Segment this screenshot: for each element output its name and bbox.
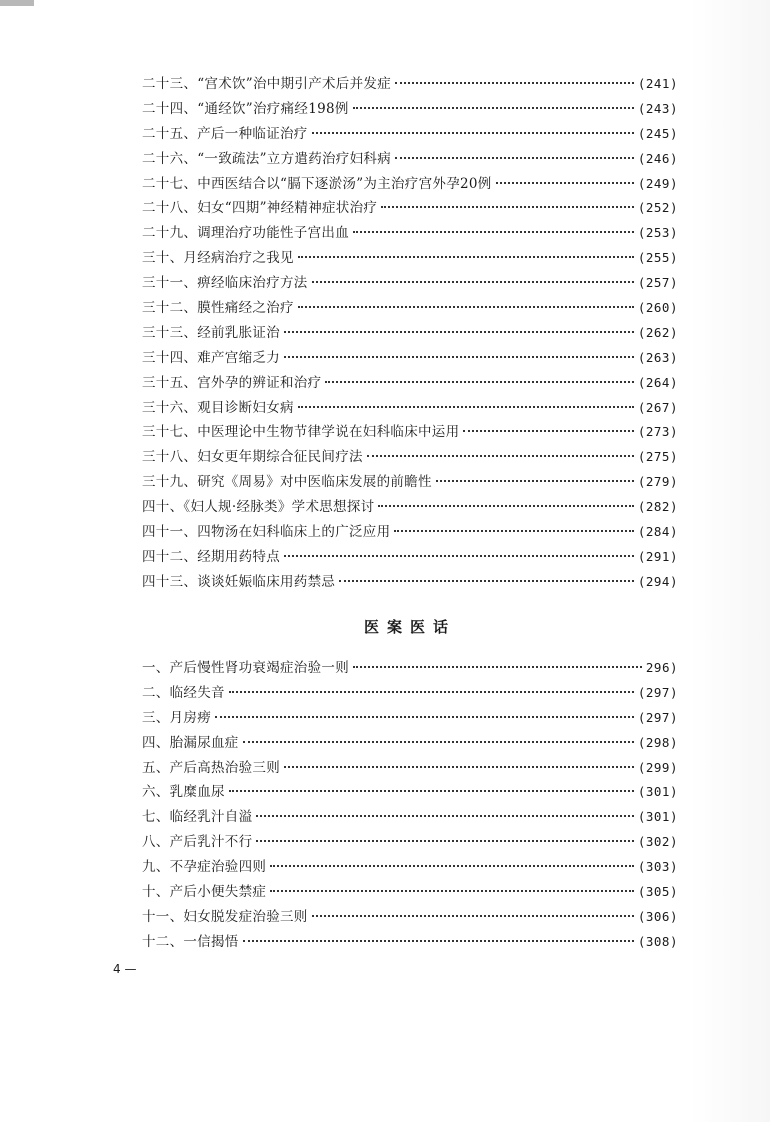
toc-entry-page: (284) <box>637 524 678 540</box>
toc-leader-dots <box>256 840 633 842</box>
toc-leader-dots <box>256 815 633 817</box>
toc-entry-title: 二十三、“宫术饮”治中期引产术后并发症 <box>142 76 392 92</box>
toc-entry-title: 三十八、妇女更年期综合征民间疗法 <box>142 449 363 466</box>
toc-entry-page: (264) <box>637 374 678 390</box>
toc-leader-dots <box>270 865 634 867</box>
toc-entry <box>142 495 678 520</box>
toc-entry <box>142 72 678 97</box>
toc-entry-title: 五、产后高热治验三则 <box>142 759 280 776</box>
toc-leader-dots <box>243 940 634 942</box>
toc-entry-title: 二十七、中西医结合以“膈下逐淤汤”为主治疗宫外孕20例 <box>142 175 492 192</box>
toc-entry-page: (252) <box>637 200 678 216</box>
toc-entry <box>142 147 678 172</box>
toc-entry-title: 三十七、中医理论中生物节律学说在妇科临床中运用 <box>142 424 460 441</box>
toc-entry-page: (299) <box>637 759 678 775</box>
toc-entry-page: (305) <box>637 884 678 900</box>
toc-entry-title: 二十四、“通经饮”治疗痛经198例 <box>142 100 349 117</box>
toc-entry-page: (297) <box>637 709 678 725</box>
toc-entry-title: 八、产后乳汁不行 <box>142 834 253 851</box>
toc-entry-page: (282) <box>637 499 678 515</box>
toc-leader-dots <box>395 157 634 159</box>
toc-entry-title: 四十二、经期用药特点 <box>142 548 280 565</box>
toc-entry-title: 二十五、产后一种临证治疗 <box>142 125 308 142</box>
toc-entry-title: 七、临经乳汁自溢 <box>142 809 253 826</box>
toc-entry-page: (301) <box>637 784 678 800</box>
toc-entry-page: (297) <box>637 684 678 700</box>
toc-leader-dots <box>312 915 634 917</box>
toc-entry-page: (275) <box>637 449 678 465</box>
toc-entry <box>142 681 678 706</box>
toc-entry <box>142 346 678 371</box>
toc-entry <box>142 470 678 495</box>
toc-entry <box>142 122 678 147</box>
toc-entry-page: 296) <box>645 660 678 675</box>
toc-entry-title: 三十四、难产宫缩乏力 <box>142 349 280 366</box>
toc-entry-title: 三十六、观目诊断妇女病 <box>142 399 294 416</box>
toc-entry-title: 三十三、经前乳胀证治 <box>142 324 280 341</box>
toc-entry <box>142 97 678 122</box>
toc-entry <box>142 656 678 681</box>
toc-entry-title: 四、胎漏尿血症 <box>142 734 239 751</box>
toc-leader-dots <box>436 480 634 482</box>
scan-corner-mark <box>0 0 34 6</box>
toc-leader-dots <box>496 182 634 184</box>
toc-entry <box>142 830 678 855</box>
toc-entry-title: 六、乳糜血尿 <box>142 784 225 801</box>
toc-entry-page: (243) <box>637 100 678 116</box>
scan-shadow <box>690 0 770 1122</box>
toc-entry-page: (267) <box>637 399 678 415</box>
toc-entry-page: (291) <box>637 548 678 564</box>
toc-entry <box>142 731 678 756</box>
section-heading: 医案医话 <box>363 618 456 636</box>
toc-entry-title: 三、月房痨 <box>142 709 211 726</box>
toc-leader-dots <box>339 580 634 582</box>
toc-entry <box>142 271 678 296</box>
toc-entry-title: 二十六、“一致疏法”立方遣药治疗妇科病 <box>142 150 392 167</box>
toc-entry <box>142 855 678 880</box>
toc-entry <box>142 520 678 545</box>
toc-leader-dots <box>215 716 634 718</box>
toc-entry <box>142 371 678 396</box>
toc-entry-page: (260) <box>637 300 678 316</box>
toc-entry-title: 三十九、研究《周易》对中医临床发展的前瞻性 <box>142 474 432 491</box>
toc-entry-page: (255) <box>637 250 678 266</box>
toc-leader-dots <box>229 790 634 792</box>
toc-entry-title: 二十九、调理治疗功能性子宫出血 <box>142 225 349 242</box>
toc-entry <box>142 445 678 470</box>
toc-entry-page: (301) <box>637 809 678 825</box>
toc-leader-dots <box>298 256 634 258</box>
toc-entry-page: (257) <box>637 275 678 291</box>
toc-entry <box>142 420 678 445</box>
toc-entry-title: 四十三、谈谈妊娠临床用药禁忌 <box>142 573 336 590</box>
toc-entry <box>142 221 678 246</box>
toc-entry-title: 九、不孕症治验四则 <box>142 859 267 876</box>
toc-entry-title: 三十一、痹经临床治疗方法 <box>142 275 308 292</box>
toc-leader-dots <box>312 281 634 283</box>
toc-leader-dots <box>284 555 634 557</box>
toc-entry <box>142 172 678 197</box>
toc-entry-page: (245) <box>637 125 678 141</box>
toc-list-main <box>142 72 678 595</box>
toc-leader-dots <box>381 206 634 208</box>
toc-entry <box>142 321 678 346</box>
toc-entry <box>142 570 678 595</box>
toc-entry <box>142 756 678 781</box>
toc-leader-dots <box>298 406 634 408</box>
toc-leader-dots <box>353 666 642 668</box>
toc-entry <box>142 780 678 805</box>
toc-entry <box>142 905 678 930</box>
toc-entry <box>142 930 678 955</box>
toc-entry-page: (294) <box>637 573 678 589</box>
toc-leader-dots <box>353 231 634 233</box>
toc-entry-page: (298) <box>637 734 678 750</box>
toc-leader-dots <box>229 691 634 693</box>
toc-leader-dots <box>284 356 634 358</box>
toc-entry-page: (241) <box>637 76 678 91</box>
toc-leader-dots <box>312 132 634 134</box>
toc-entry <box>142 545 678 570</box>
toc-entry-title: 十、产后小便失禁症 <box>142 884 267 901</box>
toc-leader-dots <box>395 82 634 84</box>
toc-entry-page: (303) <box>637 859 678 875</box>
toc-entry-title: 三十、月经病治疗之我见 <box>142 250 294 267</box>
toc-leader-dots <box>394 530 633 532</box>
toc-leader-dots <box>325 381 633 383</box>
toc-leader-dots <box>367 455 634 457</box>
toc-leader-dots <box>284 766 634 768</box>
toc-entry <box>142 396 678 421</box>
toc-entry <box>142 880 678 905</box>
toc-entry <box>142 296 678 321</box>
toc-leader-dots <box>243 741 634 743</box>
toc-entry <box>142 196 678 221</box>
toc-entry-page: (253) <box>637 225 678 241</box>
toc-entry-page: (246) <box>637 150 678 166</box>
toc-entry-title: 四十一、四物汤在妇科临床上的广泛应用 <box>142 524 391 541</box>
toc-entry <box>142 706 678 731</box>
toc-entry-page: (279) <box>637 474 678 490</box>
toc-entry <box>142 805 678 830</box>
toc-entry-title: 二、临经失音 <box>142 684 225 701</box>
toc-entry-page: (308) <box>637 933 678 949</box>
toc-list-case-notes <box>142 656 678 955</box>
toc-leader-dots <box>270 890 634 892</box>
toc-leader-dots <box>298 306 634 308</box>
toc-entry-page: (249) <box>637 175 678 191</box>
toc-entry-title: 二十八、妇女“四期”神经精神症状治疗 <box>142 200 378 217</box>
toc-leader-dots <box>284 331 634 333</box>
toc-entry-page: (273) <box>637 424 678 440</box>
toc-entry-page: (262) <box>637 324 678 340</box>
toc-entry-title: 十二、一信揭悟 <box>142 933 239 950</box>
toc-entry-title: 一、产后慢性肾功衰竭症治验一则 <box>142 660 349 676</box>
toc-entry-page: (306) <box>637 908 678 924</box>
toc-entry-page: (263) <box>637 349 678 365</box>
toc-leader-dots <box>353 107 634 109</box>
toc-leader-dots <box>378 505 633 507</box>
toc-entry-page: (302) <box>637 834 678 850</box>
toc-entry-title: 十一、妇女脱发症治验三则 <box>142 908 308 925</box>
toc-entry-title: 三十五、宫外孕的辨证和治疗 <box>142 374 322 391</box>
toc-leader-dots <box>463 430 633 432</box>
page-number: 4 — <box>113 962 137 976</box>
toc-entry <box>142 246 678 271</box>
toc-entry-title: 三十二、膜性痛经之治疗 <box>142 300 294 317</box>
toc-entry-title: 四十、《妇人规·经脉类》学术思想探讨 <box>142 499 375 516</box>
